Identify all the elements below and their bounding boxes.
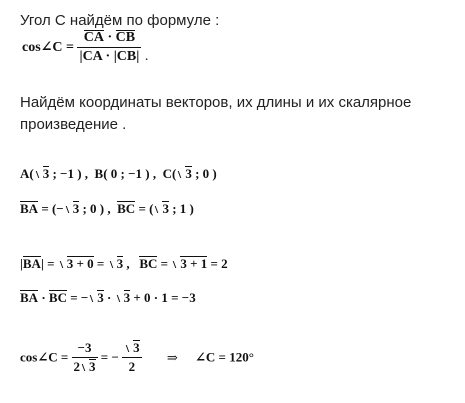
dot-sign: · <box>105 49 111 64</box>
abs-ca: |CA <box>79 49 103 64</box>
result-value: = 2 <box>207 256 228 271</box>
fraction-1-den <box>72 357 98 375</box>
answer: ∠C = 120° <box>195 349 254 365</box>
sqrt-sign <box>80 359 96 375</box>
fraction-1-num: −3 <box>77 340 92 355</box>
vector-bc-eq: = ( <box>135 201 154 216</box>
dot-sign: · <box>107 30 113 45</box>
sqrt-sign <box>153 201 169 217</box>
sqrt-sign <box>115 290 131 306</box>
sqrt-sign <box>58 256 94 272</box>
equals: = − <box>66 290 89 305</box>
vector-ba: BA <box>22 256 41 271</box>
sqrt-sign <box>64 201 80 217</box>
dot-sign: · <box>38 290 49 305</box>
abs-close: | <box>40 256 44 271</box>
sqrt-sign <box>176 166 192 182</box>
vector-bc: BC <box>48 290 67 305</box>
equals: = <box>93 256 108 271</box>
sqrt-sign <box>124 340 140 356</box>
fraction-2-den: 2 <box>122 357 142 375</box>
dot-product-line <box>20 290 196 306</box>
point-a-rest: ; −1 ) , <box>49 166 89 181</box>
sqrt-sign <box>171 256 207 272</box>
radicand: 3 <box>97 290 104 305</box>
radicand: 3 <box>42 166 50 181</box>
equals: = <box>43 256 58 271</box>
result-lhs: cos∠C = <box>20 349 69 365</box>
radicand: 3 + 0 <box>66 256 94 271</box>
vector-cb: CB <box>115 30 136 45</box>
formula-period: . <box>144 49 149 64</box>
explanation-paragraph: Найдём координаты векторов, их длины и их скалярное произведение . <box>20 94 412 133</box>
formula-lhs: cos∠C = <box>22 40 74 55</box>
sqrt-sign <box>88 290 104 306</box>
radicand: 3 <box>185 166 192 181</box>
coef: 2 <box>73 359 81 374</box>
intro-text: Угол C найдём по формуле : <box>20 12 220 29</box>
radicand: 3 <box>133 340 140 355</box>
point-c-label: C( <box>162 166 177 181</box>
vector-ba-eq: = (− <box>38 201 64 216</box>
point-a-label: A( <box>20 166 34 181</box>
point-c-rest: ; 0 ) <box>191 166 217 181</box>
separator: , <box>123 256 130 271</box>
abs-open: | <box>20 256 23 271</box>
equals-neg: = − <box>100 349 119 365</box>
implies-arrow-icon: ⇒ <box>166 349 178 365</box>
radicand: 3 <box>89 359 96 374</box>
lengths-line <box>20 256 228 272</box>
fraction-2 <box>122 340 142 375</box>
dot-sign: · <box>103 290 115 305</box>
radicand: 3 <box>116 256 124 271</box>
sqrt-sign <box>108 256 124 272</box>
dot-product-rest: + 0 · 1 = −3 <box>130 290 196 305</box>
radicand: 3 <box>162 201 169 216</box>
abs-cb: |CB| <box>113 49 140 64</box>
vector-bc: BC <box>139 256 158 271</box>
result-line <box>20 340 254 375</box>
point-b: B( 0 ; −1 ) , <box>94 166 157 181</box>
vector-ba: BA <box>20 290 39 305</box>
formula-fraction <box>77 30 141 65</box>
radicand: 3 + 1 <box>180 256 208 271</box>
radicand: 3 <box>72 201 80 216</box>
fraction-2-num <box>122 340 142 357</box>
vectors-line <box>20 201 194 217</box>
vector-bc: BC <box>117 201 136 216</box>
cosine-formula <box>22 30 148 65</box>
vector-ca: CA <box>83 30 104 45</box>
vector-ba: BA <box>20 201 39 216</box>
radicand: 3 <box>123 290 131 305</box>
vector-ba-rest: ; 0 ) , <box>79 201 111 216</box>
vector-bc-rest: ; 1 ) <box>168 201 194 216</box>
equals: = <box>157 256 172 271</box>
fraction-1 <box>72 340 98 375</box>
sqrt-sign <box>34 166 50 182</box>
points-line <box>20 166 217 182</box>
